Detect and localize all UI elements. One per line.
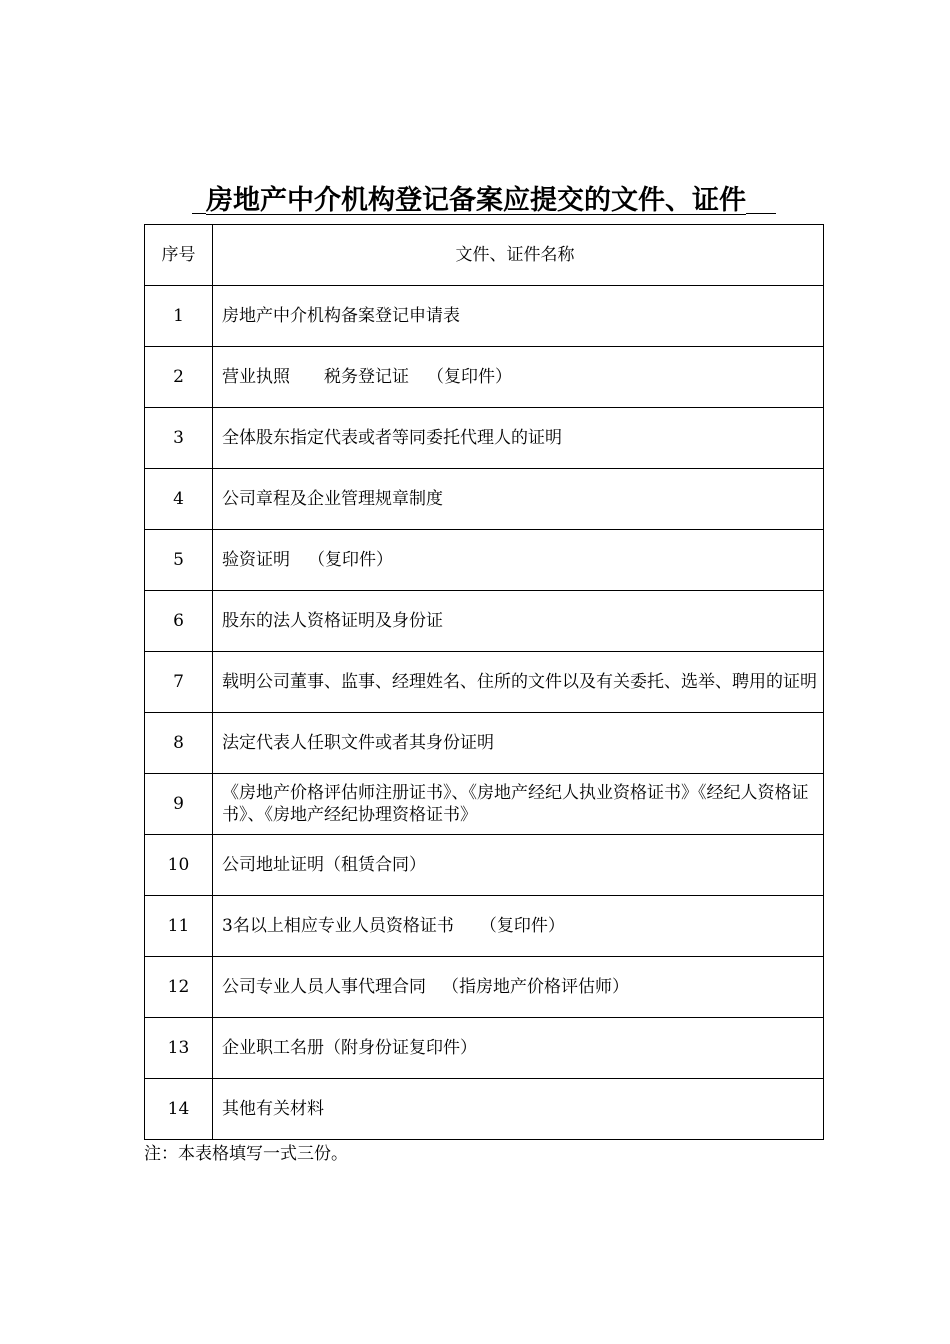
table-row: [145, 469, 824, 530]
row-number: 10: [145, 835, 213, 896]
document-name-text: 营业执照: [222, 367, 290, 387]
table-row: [145, 286, 824, 347]
row-number: 2: [145, 347, 213, 408]
row-document-name: [213, 1018, 824, 1079]
table-row: [145, 1079, 824, 1140]
table-row: [145, 591, 824, 652]
documents-table: [144, 224, 824, 1140]
header-name: 文件、证件名称: [213, 225, 824, 286]
table-row: [145, 1018, 824, 1079]
header-number: 序号: [145, 225, 213, 286]
document-name-text: 验资证明: [222, 550, 290, 570]
row-number: 14: [145, 1079, 213, 1140]
row-document-name: [213, 347, 824, 408]
document-name-text: 《房地产价格评估师注册证书》、《房地产经纪人执业资格证书》《经纪人资格证书》、《房地产经纪协理资格证书》: [222, 783, 809, 825]
copy-note: （复印件）: [479, 916, 565, 936]
document-name-text: 全体股东指定代表或者等同委托代理人的证明: [222, 428, 562, 448]
row-number: 1: [145, 286, 213, 347]
document-name-text: 公司专业人员人事代理合同: [222, 977, 426, 997]
document-name-text: 法定代表人任职文件或者其身份证明: [222, 733, 494, 753]
row-number: 8: [145, 713, 213, 774]
row-document-name: [213, 408, 824, 469]
row-document-name: [213, 1079, 824, 1140]
table-header-row: [145, 225, 824, 286]
row-number: 5: [145, 530, 213, 591]
row-document-name: [213, 530, 824, 591]
row-document-name: [213, 652, 824, 713]
document-name-text: 税务登记证: [324, 367, 409, 387]
table-row: [145, 347, 824, 408]
row-document-name: [213, 469, 824, 530]
row-document-name: [213, 896, 824, 957]
table-row: [145, 957, 824, 1018]
document-name-text: 其他有关材料: [222, 1099, 324, 1119]
row-document-name: [213, 591, 824, 652]
row-document-name: [213, 286, 824, 347]
title-underline-left: [192, 183, 206, 214]
row-number: 4: [145, 469, 213, 530]
table-row: [145, 408, 824, 469]
row-number: 9: [145, 774, 213, 835]
documents-table-body: [145, 225, 824, 1140]
row-number: 12: [145, 957, 213, 1018]
document-name-text: 公司章程及企业管理规章制度: [222, 489, 443, 509]
title-text: 房地产中介机构登记备案应提交的文件、证件: [206, 185, 746, 216]
table-row: [145, 896, 824, 957]
copy-note: （复印件）: [308, 550, 393, 570]
row-number: 13: [145, 1018, 213, 1079]
document-name-text: 3名以上相应专业人员资格证书: [222, 916, 454, 936]
row-document-name: [213, 957, 824, 1018]
row-document-name: [213, 835, 824, 896]
table-row: [145, 774, 824, 835]
table-row: [145, 652, 824, 713]
document-name-text: 股东的法人资格证明及身份证: [222, 611, 443, 631]
row-number: 7: [145, 652, 213, 713]
document-name-text: 企业职工名册（附身份证复印件）: [222, 1038, 477, 1058]
row-number: 3: [145, 408, 213, 469]
title-underline-right: [746, 183, 776, 214]
document-name-text: 载明公司董事、监事、经理姓名、住所的文件以及有关委托、选举、聘用的证明: [222, 672, 817, 692]
row-number: 11: [145, 896, 213, 957]
document-name-text: 公司地址证明（租赁合同）: [222, 855, 426, 875]
document-name-text: 房地产中介机构备案登记申请表: [222, 306, 460, 326]
row-number: 6: [145, 591, 213, 652]
table-row: [145, 530, 824, 591]
row-document-name: [213, 774, 824, 835]
row-document-name: [213, 713, 824, 774]
qualification-note: （指房地产价格评估师）: [442, 977, 629, 997]
footnote: 注：本表格填写一式三份。: [144, 1144, 348, 1164]
copy-note: （复印件）: [427, 367, 512, 387]
table-row: [145, 713, 824, 774]
page-title: [144, 183, 824, 219]
table-row: [145, 835, 824, 896]
